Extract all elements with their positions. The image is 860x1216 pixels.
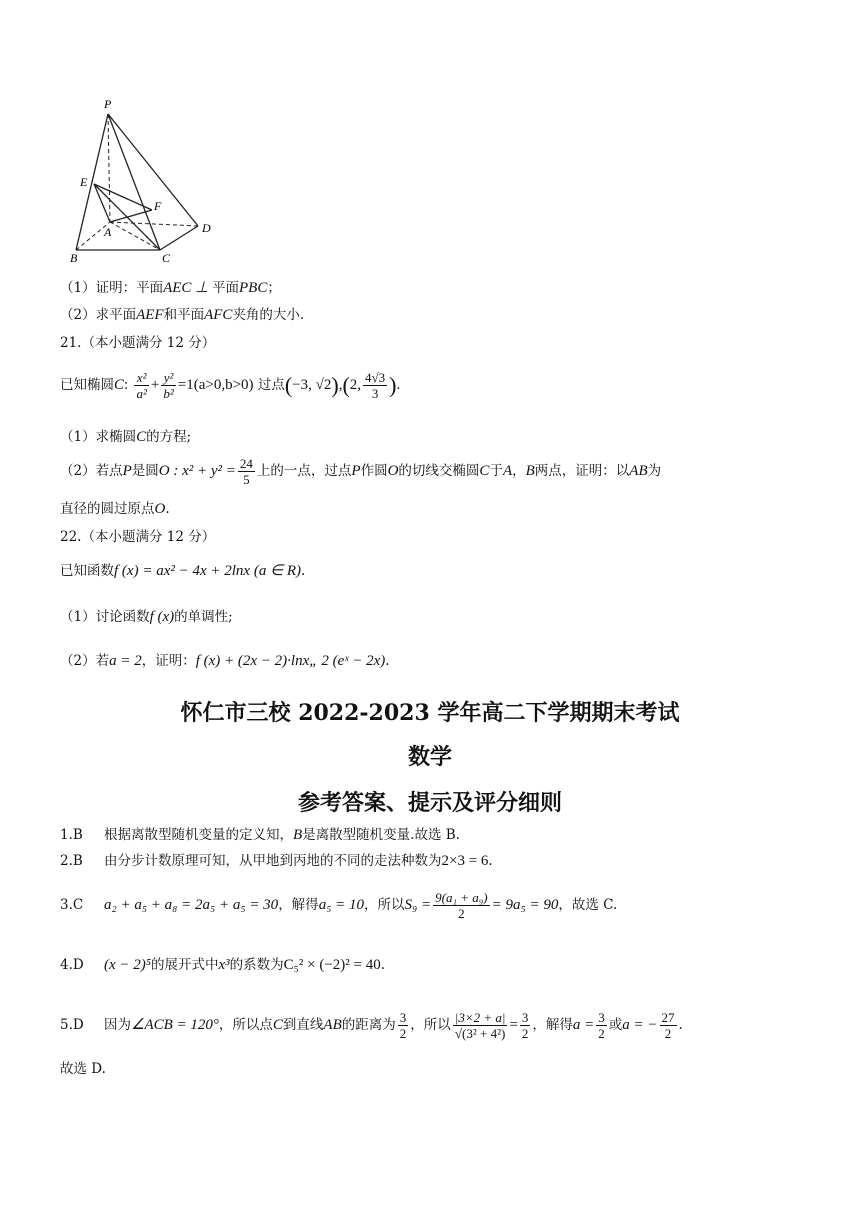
label-b: B [70, 251, 78, 265]
label-f: F [154, 199, 162, 213]
q20-part2: （2）求平面AEF和平面AFC夹角的大小. [60, 307, 305, 323]
label-p: P [104, 97, 112, 111]
answer-1: 1.B 根据离散型随机变量的定义知，B是离散型随机变量.故选 B. [60, 827, 460, 843]
q22-part2: （2）若a = 2，证明：f (x) + (2x − 2)·lnx„ 2 (eˣ − 2x). [60, 653, 390, 669]
q21-header: 21.（本小题满分 12 分） [60, 335, 216, 351]
answer-subtitle: 参考答案、提示及评分细则 [297, 790, 562, 816]
q21-stem: 已知椭圆C: $\frac{\text{x²}}{\text{a²}}$ + $\frac{\text{y²}}{\text{b²}}$ =1(a>0,b>0) 过点(−3, √2),(2, $\frac{4√3}{3}$ ). [60, 370, 401, 401]
answer-title: 怀仁市三校 2022-2023 学年高二下学期期末考试 [180, 700, 680, 726]
q21-part2: （2）若点P是圆O : x² + y² = $\frac{24}{5}$ 上的一点，过点P作圆O的切线交椭圆C于A，B两点，证明：以AB为 [60, 456, 662, 487]
label-e: E [80, 175, 88, 189]
label-d: D [202, 221, 211, 235]
answer-5: 5.D 因为∠ACB = 120°，所以点C到直线AB的距离为 $\frac{3}{2}$ ，所以 $\frac{|3\times 2 + a|}{\text{√(3² + 4²)}}$ = $\frac{3}{2}$ ，解得a = $\frac{3}{2}$ 或a = − $\frac{27}{2}$ . [60, 1010, 683, 1041]
label-a: A [104, 225, 112, 239]
q21-part1: （1）求椭圆C的方程; [60, 429, 192, 445]
q22-stem: 已知函数f (x) = ax² − 4x + 2lnx (a ∈ R). [60, 563, 306, 579]
q20-part1: （1）证明：平面AEC ⊥ 平面PBC； [60, 280, 281, 296]
answer-3: 3.C a₂ + a₅ + a₈ = 2a₅ + a₅ = 30，解得a₅ = 10，所以S₉ = $\frac{\text{9(a₁ + a₉)}}{2}$ = 9a₅ = 90，故选 C. [60, 890, 618, 921]
label-c: C [162, 251, 171, 265]
q21-part2-line2: 直径的圆过原点O. [60, 501, 170, 517]
pyramid-figure [64, 96, 224, 268]
answer-4: 4.D (x − 2)⁵的展开式中x³的系数为C₅² × (−2)² = 40. [60, 957, 386, 973]
answer-5-tail: 故选 D. [60, 1061, 106, 1077]
answer-subject: 数学 [407, 744, 452, 770]
q22-header: 22.（本小题满分 12 分） [60, 529, 216, 545]
q22-part1: （1）讨论函数f (x)的单调性; [60, 609, 233, 625]
answer-2: 2.B 由分步计数原理可知，从甲地到丙地的不同的走法种数为2×3 = 6. [60, 853, 493, 869]
